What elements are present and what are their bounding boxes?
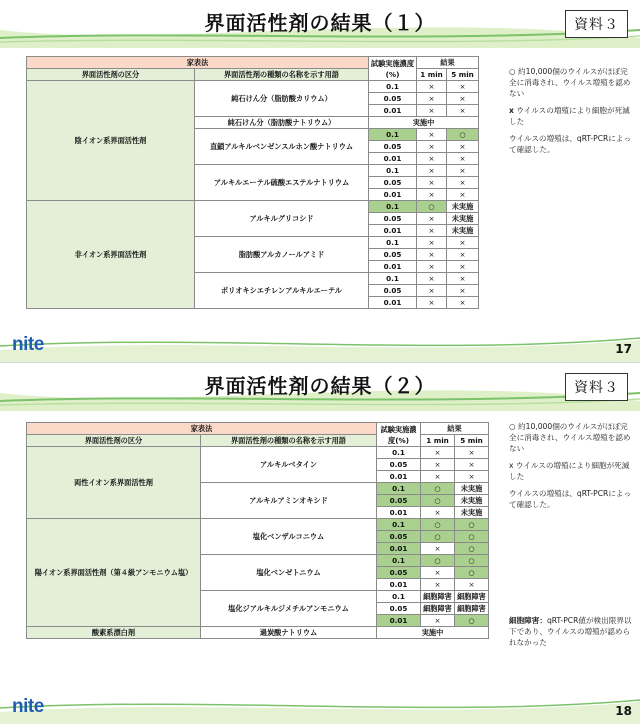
conc-cell: 0.1 <box>377 447 421 459</box>
conc-cell: 0.05 <box>369 177 417 189</box>
term-cell: 純石けん分（脂肪酸カリウム） <box>195 81 369 117</box>
conc-cell: 0.01 <box>377 615 421 627</box>
in-progress-cell: 実施中 <box>377 627 489 639</box>
legend-notes <box>509 421 634 516</box>
note-circle: ○ 約10,000個のウイルスがほぼ完全に消毒され、ウイルス増殖を認めない <box>509 67 631 98</box>
conc-cell: 0.01 <box>369 297 417 309</box>
legend-notes <box>509 66 634 161</box>
result-1min-cell: × <box>417 213 447 225</box>
results-table <box>26 422 489 639</box>
conc-cell: 0.1 <box>377 519 421 531</box>
nite-logo: nite <box>12 334 44 355</box>
result-1min-cell: × <box>417 153 447 165</box>
in-progress-cell: 実施中 <box>369 117 479 129</box>
conc-cell: 0.05 <box>377 603 421 615</box>
result-1min-cell: 細胞障害 <box>421 591 455 603</box>
term-cell: アルキルエーテル硫酸エステルナトリウム <box>195 165 369 201</box>
table-row <box>27 201 479 213</box>
header-1min: 1 min <box>421 435 455 447</box>
result-5min-cell: ○ <box>455 519 489 531</box>
term-cell: 塩化ジアルキルジメチルアンモニウム <box>201 591 377 627</box>
note-cross <box>509 105 634 127</box>
table-row <box>27 627 489 639</box>
result-5min-cell: 未実施 <box>447 225 479 237</box>
result-1min-cell: × <box>421 507 455 519</box>
note-cross-mark: x <box>509 106 514 115</box>
conc-cell: 0.05 <box>369 285 417 297</box>
result-1min-cell: × <box>417 249 447 261</box>
note-cross <box>509 460 634 482</box>
note-qrt-pcr: ウイルスの増殖は、qRT-PCRによって確認した。 <box>509 489 632 509</box>
note-cross-text: ウイルスの増殖により細胞が死滅した <box>509 461 630 481</box>
conc-cell: 0.1 <box>369 237 417 249</box>
conc-cell: 0.05 <box>377 495 421 507</box>
header-category: 界面活性剤の区分 <box>27 69 195 81</box>
conc-cell: 0.1 <box>377 555 421 567</box>
header-category: 界面活性剤の区分 <box>27 435 201 447</box>
result-1min-cell: × <box>417 285 447 297</box>
result-1min-cell: × <box>417 141 447 153</box>
result-5min-cell: × <box>447 141 479 153</box>
header-result: 結果 <box>421 423 489 435</box>
note-cytotoxicity-text: qRT-PCR値が検出限界以下であり、ウイルスの増殖が認められなかった <box>509 616 632 647</box>
conc-cell: 0.1 <box>369 165 417 177</box>
note-cytotoxicity <box>509 615 634 648</box>
conc-cell: 0.01 <box>377 579 421 591</box>
page-title: 界面活性剤の結果（１） <box>204 11 436 35</box>
conc-cell: 0.05 <box>377 567 421 579</box>
term-cell: アルキルアミンオキシド <box>201 483 377 519</box>
footer <box>0 694 640 724</box>
result-1min-cell: × <box>417 81 447 93</box>
header-5min: 5 min <box>447 69 479 81</box>
conc-cell: 0.1 <box>369 273 417 285</box>
result-1min-cell: × <box>417 93 447 105</box>
nite-logo: nite <box>12 696 44 717</box>
conc-cell: 0.01 <box>369 225 417 237</box>
result-5min-cell: 細胞障害 <box>455 603 489 615</box>
note-qrt-pcr: ウイルスの増殖は、qRT-PCRによって確認した。 <box>509 134 632 154</box>
document-badge: 資料３ <box>565 373 628 401</box>
header-concentration: 試験実施濃度(%) <box>377 423 421 447</box>
result-1min-cell: ○ <box>421 555 455 567</box>
conc-cell: 0.1 <box>369 129 417 141</box>
table-row <box>27 447 489 459</box>
term-cell: アルキルグリコシド <box>195 201 369 237</box>
result-5min-cell: × <box>447 261 479 273</box>
result-5min-cell: 未実施 <box>455 495 489 507</box>
result-5min-cell: × <box>447 249 479 261</box>
header-law: 家表法 <box>27 57 369 69</box>
result-1min-cell: × <box>417 177 447 189</box>
result-5min-cell: × <box>447 165 479 177</box>
result-5min-cell: × <box>447 237 479 249</box>
result-5min-cell: × <box>447 177 479 189</box>
note-cytotoxicity-label: 細胞障害： <box>509 616 547 625</box>
conc-cell: 0.01 <box>369 261 417 273</box>
conc-cell: 0.01 <box>377 543 421 555</box>
table-row <box>27 519 489 531</box>
conc-cell: 0.05 <box>369 141 417 153</box>
term-cell: 塩化ベンザルコニウム <box>201 519 377 555</box>
result-5min-cell: × <box>447 189 479 201</box>
result-5min-cell: 未実施 <box>455 507 489 519</box>
header-law: 家表法 <box>27 423 377 435</box>
page-number: 17 <box>615 342 632 356</box>
result-1min-cell: × <box>417 129 447 141</box>
result-5min-cell: × <box>447 297 479 309</box>
result-1min-cell: × <box>421 471 455 483</box>
term-cell: 純石けん分（脂肪酸ナトリウム） <box>195 117 369 129</box>
conc-cell: 0.01 <box>369 153 417 165</box>
result-5min-cell: × <box>447 273 479 285</box>
result-1min-cell: ○ <box>421 483 455 495</box>
category-cell: 陽イオン系界面活性剤（第４級アンモニウム塩） <box>27 519 201 627</box>
result-1min-cell: ○ <box>421 519 455 531</box>
conc-cell: 0.1 <box>377 591 421 603</box>
result-5min-cell: × <box>455 459 489 471</box>
conc-cell: 0.01 <box>369 105 417 117</box>
category-cell: 陰イオン系界面活性剤 <box>27 81 195 201</box>
result-1min-cell: ○ <box>417 201 447 213</box>
result-5min-cell: × <box>447 105 479 117</box>
result-1min-cell: × <box>417 261 447 273</box>
result-5min-cell: ○ <box>455 615 489 627</box>
slide-18 <box>0 362 640 724</box>
result-1min-cell: ○ <box>421 495 455 507</box>
result-5min-cell: 未実施 <box>447 213 479 225</box>
page-number: 18 <box>615 704 632 718</box>
conc-cell: 0.01 <box>377 471 421 483</box>
category-cell: 非イオン系界面活性剤 <box>27 201 195 309</box>
footer-wave-decoration <box>0 694 640 724</box>
conc-cell: 0.01 <box>369 189 417 201</box>
conc-cell: 0.1 <box>369 81 417 93</box>
result-1min-cell: 細胞障害 <box>421 603 455 615</box>
note-cross-text: ウイルスの増殖により細胞が死滅した <box>509 106 630 126</box>
category-cell: 両性イオン系界面活性剤 <box>27 447 201 519</box>
result-5min-cell: × <box>455 471 489 483</box>
note-cross-mark: x <box>509 461 514 470</box>
result-1min-cell: × <box>417 105 447 117</box>
conc-cell: 0.05 <box>369 93 417 105</box>
category-cell: 酸素系漂白剤 <box>27 627 201 639</box>
result-1min-cell: × <box>417 225 447 237</box>
document-badge: 資料３ <box>565 10 628 38</box>
header-result: 結果 <box>417 57 479 69</box>
title-band <box>0 0 640 48</box>
term-cell: ポリオキシエチレンアルキルエーテル <box>195 273 369 309</box>
conc-cell: 0.1 <box>369 201 417 213</box>
result-1min-cell: × <box>421 615 455 627</box>
conc-cell: 0.05 <box>377 459 421 471</box>
result-5min-cell: ○ <box>447 129 479 141</box>
header-term: 界面活性剤の種類の名称を示す用語 <box>195 69 369 81</box>
result-5min-cell: ○ <box>455 531 489 543</box>
conc-cell: 0.01 <box>377 507 421 519</box>
result-1min-cell: × <box>417 165 447 177</box>
result-1min-cell: × <box>421 459 455 471</box>
term-cell: 過炭酸ナトリウム <box>201 627 377 639</box>
header-term: 界面活性剤の種類の名称を示す用語 <box>201 435 377 447</box>
header-concentration: 試験実施濃度(%) <box>369 57 417 81</box>
result-5min-cell: ○ <box>455 543 489 555</box>
header-1min: 1 min <box>417 69 447 81</box>
result-5min-cell: ○ <box>455 555 489 567</box>
conc-cell: 0.05 <box>369 213 417 225</box>
result-5min-cell: × <box>455 579 489 591</box>
result-1min-cell: × <box>417 237 447 249</box>
result-5min-cell: × <box>447 81 479 93</box>
result-5min-cell: 未実施 <box>455 483 489 495</box>
term-cell: 塩化ベンゼトニウム <box>201 555 377 591</box>
result-1min-cell: × <box>417 189 447 201</box>
result-5min-cell: 細胞障害 <box>455 591 489 603</box>
note-circle: ○ 約10,000個のウイルスがほぼ完全に消毒され、ウイルス増殖を認めない <box>509 422 631 453</box>
term-cell: 直鎖アルキルベンゼンスルホン酸ナトリウム <box>195 129 369 165</box>
result-5min-cell: × <box>447 93 479 105</box>
footer <box>0 332 640 362</box>
table-row <box>27 81 479 93</box>
result-1min-cell: ○ <box>421 531 455 543</box>
conc-cell: 0.1 <box>377 483 421 495</box>
conc-cell: 0.05 <box>377 531 421 543</box>
term-cell: 脂肪酸アルカノールアミド <box>195 237 369 273</box>
footer-wave-decoration <box>0 332 640 362</box>
result-1min-cell: × <box>421 579 455 591</box>
conc-cell: 0.05 <box>369 249 417 261</box>
result-1min-cell: × <box>417 297 447 309</box>
result-1min-cell: × <box>421 543 455 555</box>
header-5min: 5 min <box>455 435 489 447</box>
result-5min-cell: ○ <box>455 567 489 579</box>
result-5min-cell: × <box>447 153 479 165</box>
result-5min-cell: × <box>447 285 479 297</box>
result-5min-cell: 未実施 <box>447 201 479 213</box>
result-1min-cell: × <box>421 567 455 579</box>
result-1min-cell: × <box>417 273 447 285</box>
page-title: 界面活性剤の結果（２） <box>204 374 436 398</box>
result-5min-cell: × <box>455 447 489 459</box>
results-table <box>26 56 479 309</box>
title-band <box>0 363 640 411</box>
result-1min-cell: × <box>421 447 455 459</box>
term-cell: アルキルベタイン <box>201 447 377 483</box>
